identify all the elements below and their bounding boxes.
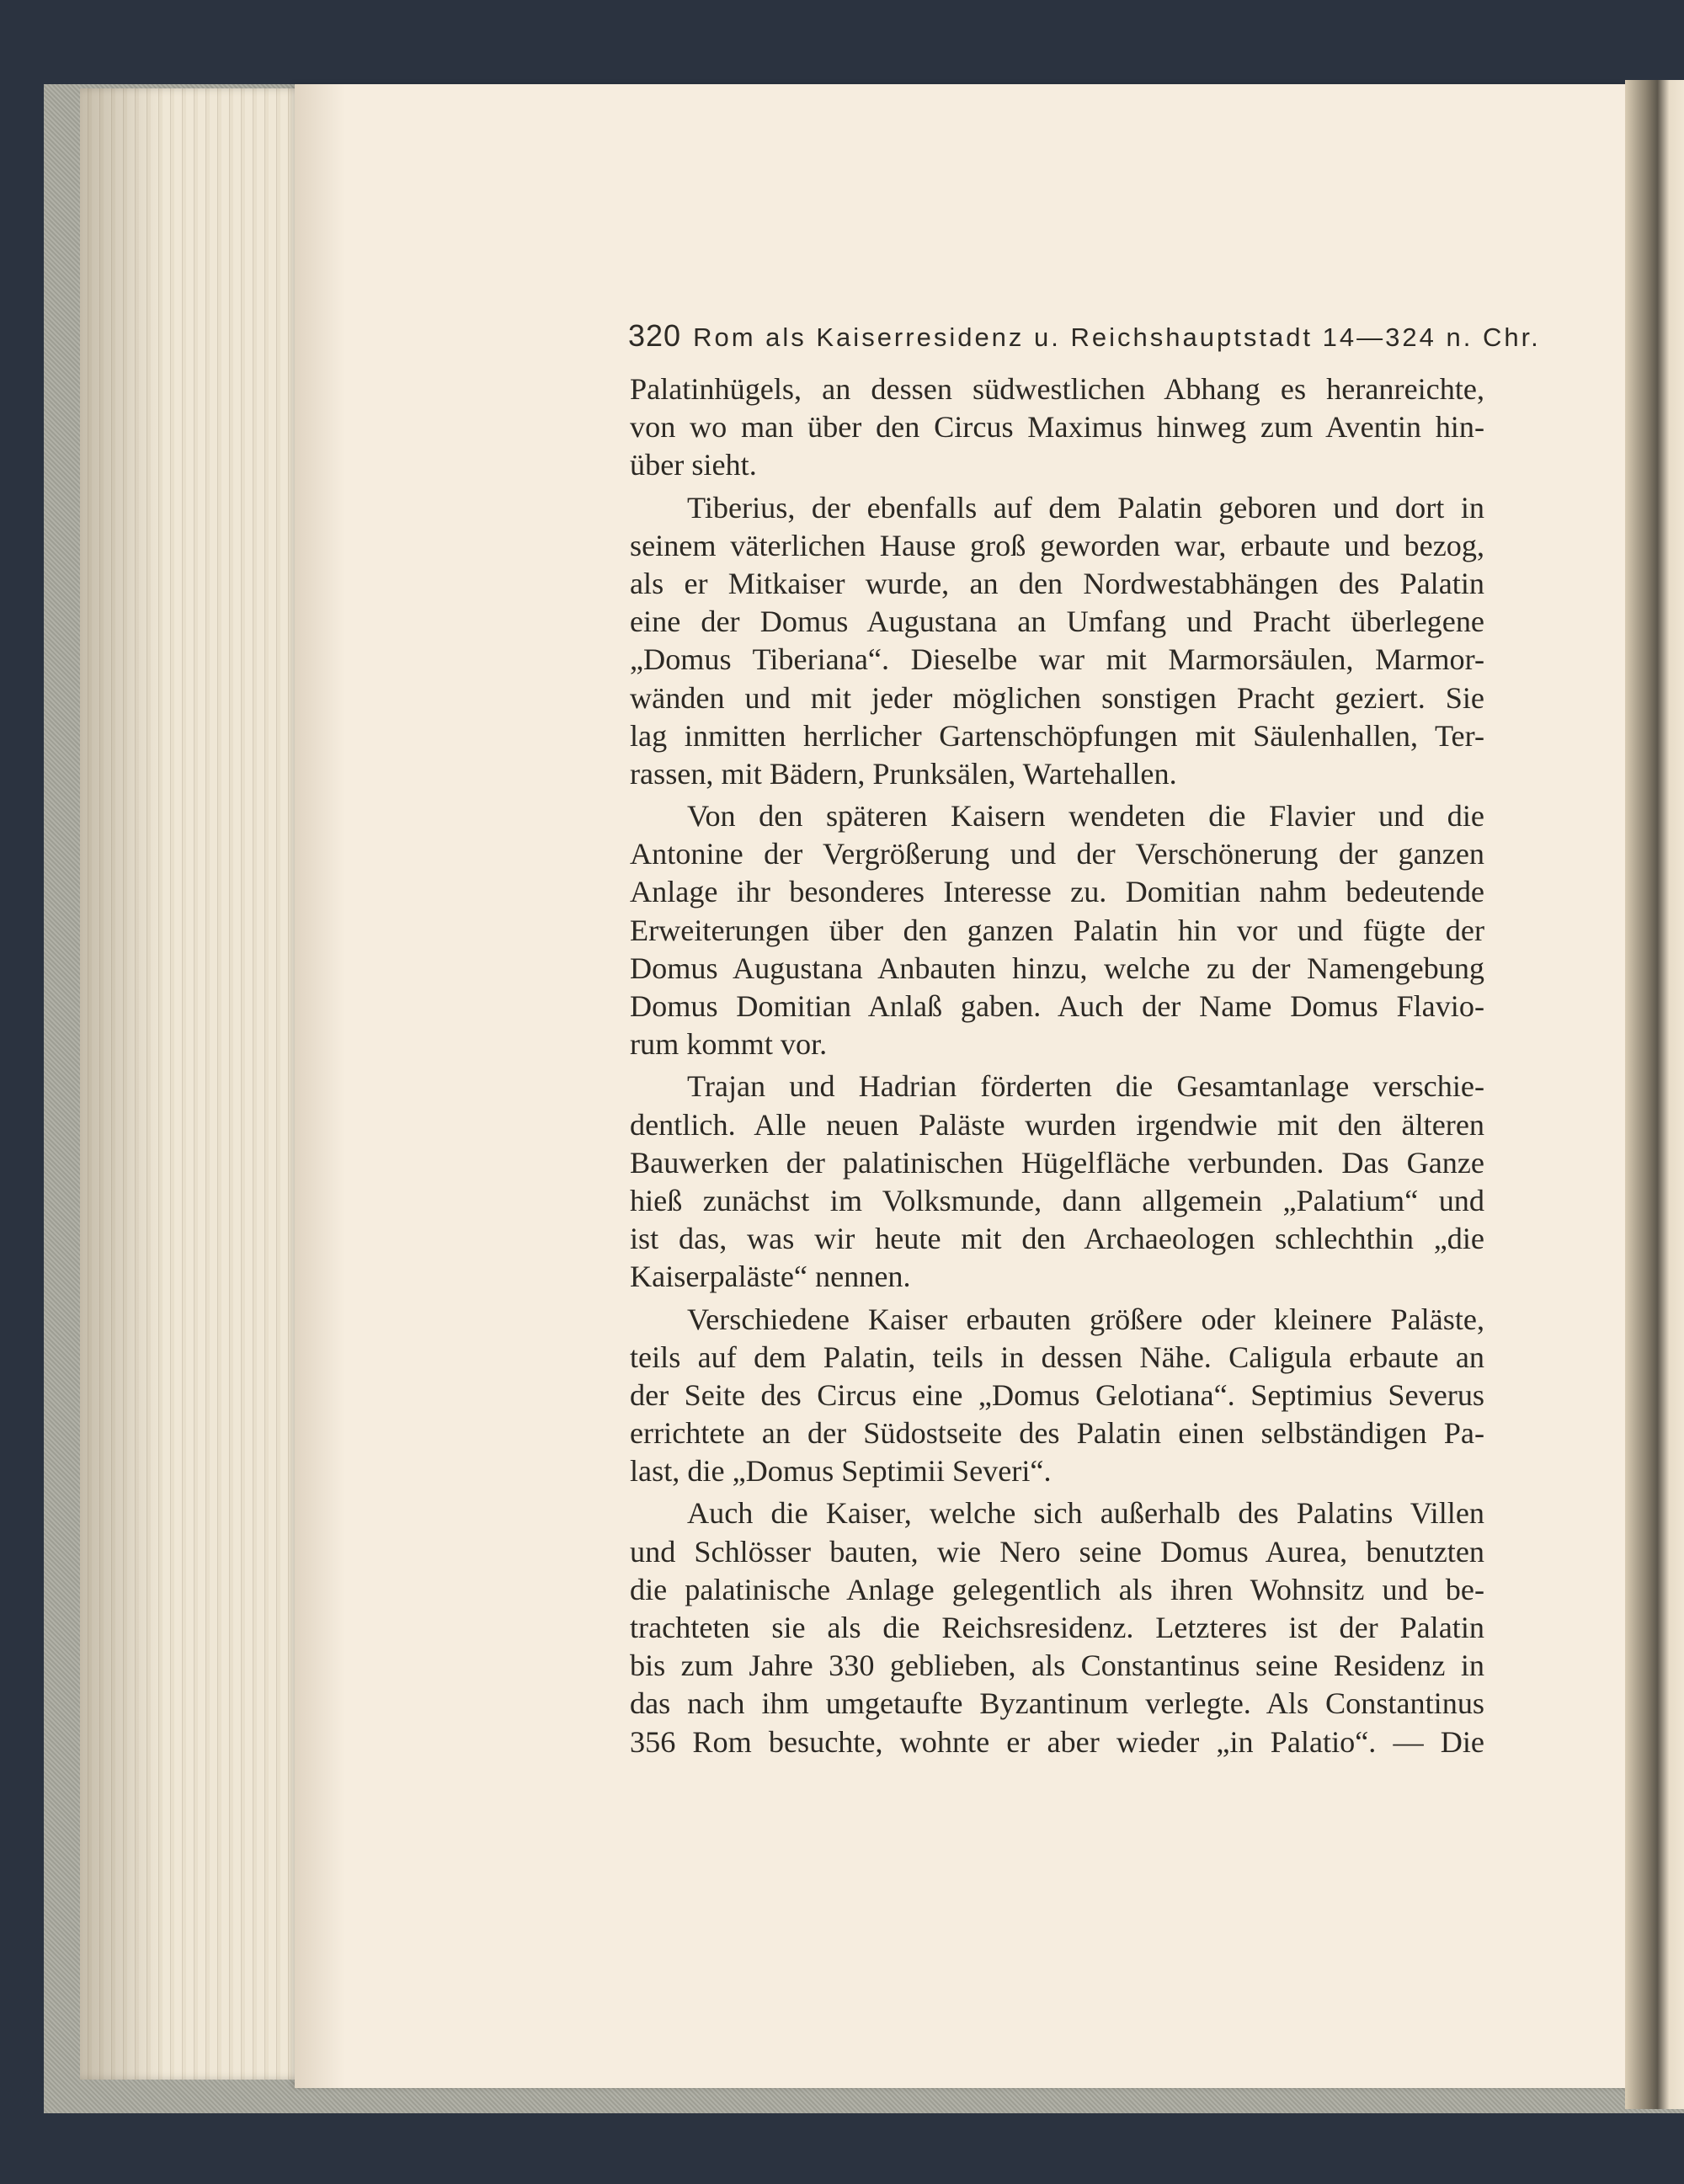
text-line: über sieht. — [630, 448, 757, 482]
text-line: bis zum Jahre 330 geblieben, als Constantinus seine Residenz in — [630, 1649, 1484, 1683]
text-line: errichtete an der Südostseite des Palatin einen selbständigen Pa- — [630, 1416, 1484, 1451]
text-line: teils auf dem Palatin, teils in dessen Nähe. Caligula erbaute an — [630, 1340, 1484, 1374]
text-line: dentlich. Alle neuen Paläste wurden irgendwie mit den älteren — [630, 1107, 1484, 1142]
text-line: 356 Rom besuchte, wohnte er aber wieder „in Palatio“. — Die — [630, 1724, 1484, 1759]
paragraph — [630, 489, 1484, 794]
text-line: von wo man über den Circus Maximus hinweg zum Aventin hin- — [630, 410, 1484, 445]
text-line: Trajan und Hadrian förderten die Gesamtanlage verschie- — [687, 1069, 1484, 1104]
text-line: lag inmitten herrlicher Gartenschöpfungen mit Säulenhallen, Ter- — [630, 718, 1484, 753]
page-edges-shadow — [80, 88, 164, 2080]
text-line: eine der Domus Augustana an Umfang und Pracht überlegene — [630, 605, 1484, 639]
text-line: Anlage ihr besonderes Interesse zu. Domitian nahm bedeutende — [630, 875, 1484, 909]
running-header — [628, 318, 1541, 354]
paragraph — [630, 797, 1484, 1063]
text-line: Palatinhügels, an dessen südwestlichen Abhang es heranreichte, — [630, 372, 1484, 406]
text-line: der Seite des Circus eine „Domus Gelotiana“. Septimius Severus — [630, 1377, 1484, 1412]
text-line: als er Mitkaiser wurde, an den Nordwestabhängen des Palatin — [630, 566, 1484, 600]
text-line: Domus Domitian Anlaß gaben. Auch der Name Domus Flavio- — [630, 989, 1484, 1023]
text-line: Bauwerken der palatinischen Hügelfläche verbunden. Das Ganze — [630, 1145, 1484, 1180]
text-line: last, die „Domus Septimii Severi“. — [630, 1454, 1052, 1489]
paragraph — [630, 370, 1484, 485]
book-gutter — [1625, 80, 1684, 2109]
paragraph — [630, 1494, 1484, 1761]
text-line: die palatinische Anlage gelegentlich als ihren Wohnsitz und be- — [630, 1572, 1484, 1606]
text-line: Verschiedene Kaiser erbauten größere oder kleinere Paläste, — [687, 1302, 1484, 1336]
text-line: rassen, mit Bädern, Prunksälen, Wartehallen. — [630, 756, 1177, 791]
text-line: „Domus Tiberiana“. Dieselbe war mit Marmorsäulen, Marmor- — [630, 642, 1484, 677]
text-line: trachteten sie als die Reichsresidenz. Letzteres ist der Palatin — [630, 1611, 1484, 1644]
text-line: rum kommt vor. — [630, 1027, 828, 1062]
text-line: wänden und mit jeder möglichen sonstigen Pracht geziert. Sie — [630, 680, 1484, 715]
page-body-text — [630, 370, 1484, 1766]
text-line: seinem väterlichen Hause groß geworden war, erbaute und bezog, — [630, 528, 1484, 562]
text-line: Antonine der Vergrößerung und der Verschönerung der ganzen — [630, 837, 1484, 871]
text-line: Von den späteren Kaisern wendeten die Flavier und die — [687, 799, 1484, 834]
text-line: und Schlösser bauten, wie Nero seine Domus Aurea, benutzten — [630, 1534, 1484, 1569]
text-line: Tiberius, der ebenfalls auf dem Palatin geboren und dort in — [687, 490, 1484, 525]
text-line: hieß zunächst im Volksmunde, dann allgemein „Palatium“ und — [630, 1183, 1484, 1217]
text-line: das nach ihm umgetaufte Byzantinum verlegte. Als Constantinus — [630, 1686, 1484, 1721]
text-line: Erweiterungen über den ganzen Palatin hin vor und fügte der — [630, 913, 1484, 947]
text-line: Auch die Kaiser, welche sich außerhalb des Palatins Villen — [687, 1496, 1484, 1531]
paragraph — [630, 1301, 1484, 1491]
text-line: Domus Augustana Anbauten hinzu, welche zu der Namengebung — [630, 951, 1484, 985]
paragraph — [630, 1068, 1484, 1296]
page-number: 320 — [628, 318, 682, 353]
running-title: Rom als Kaiserresidenz u. Reichshauptstadt 14—324 n. Chr. — [693, 322, 1541, 352]
text-line: Kaiserpaläste“ nennen. — [630, 1260, 911, 1294]
text-line: ist das, was wir heute mit den Archaeologen schlechthin „die — [630, 1222, 1484, 1256]
